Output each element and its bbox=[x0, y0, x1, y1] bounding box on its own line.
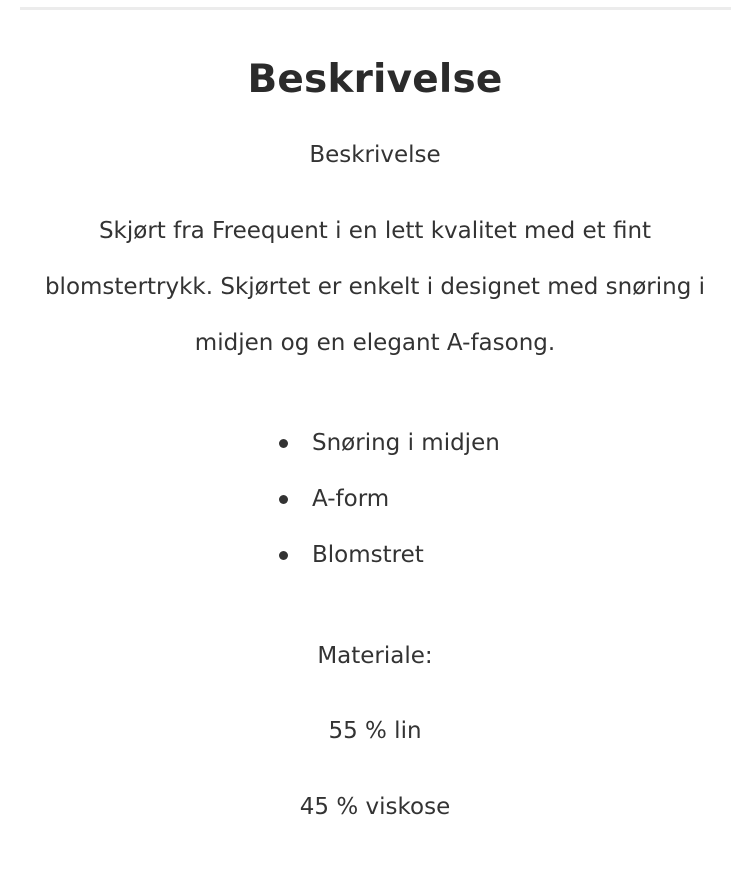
feature-list bbox=[276, 415, 500, 583]
feature-list-item bbox=[276, 415, 500, 471]
bullet-icon bbox=[279, 495, 288, 504]
bullet-icon bbox=[279, 551, 288, 560]
feature-label: A-form bbox=[312, 486, 390, 512]
material-heading: Materiale: bbox=[317, 643, 433, 669]
material-composition-lin: 55 % lin bbox=[328, 718, 422, 744]
feature-list-item bbox=[276, 527, 500, 583]
bullet-icon bbox=[279, 439, 288, 448]
product-description: Skjørt fra Freequent i en lett kvalitet med et fint blomstertrykk. Skjørtet er enkelt i designet med snøring i midjen og en elegant A-fasong. bbox=[44, 218, 706, 356]
top-divider bbox=[20, 7, 731, 10]
section-title: Beskrivelse bbox=[247, 57, 503, 102]
description-subheading: Beskrivelse bbox=[309, 142, 441, 168]
material-composition-viskose: 45 % viskose bbox=[299, 794, 451, 820]
feature-list-item bbox=[276, 471, 500, 527]
feature-label: Snøring i midjen bbox=[312, 430, 500, 456]
feature-label: Blomstret bbox=[312, 542, 424, 568]
